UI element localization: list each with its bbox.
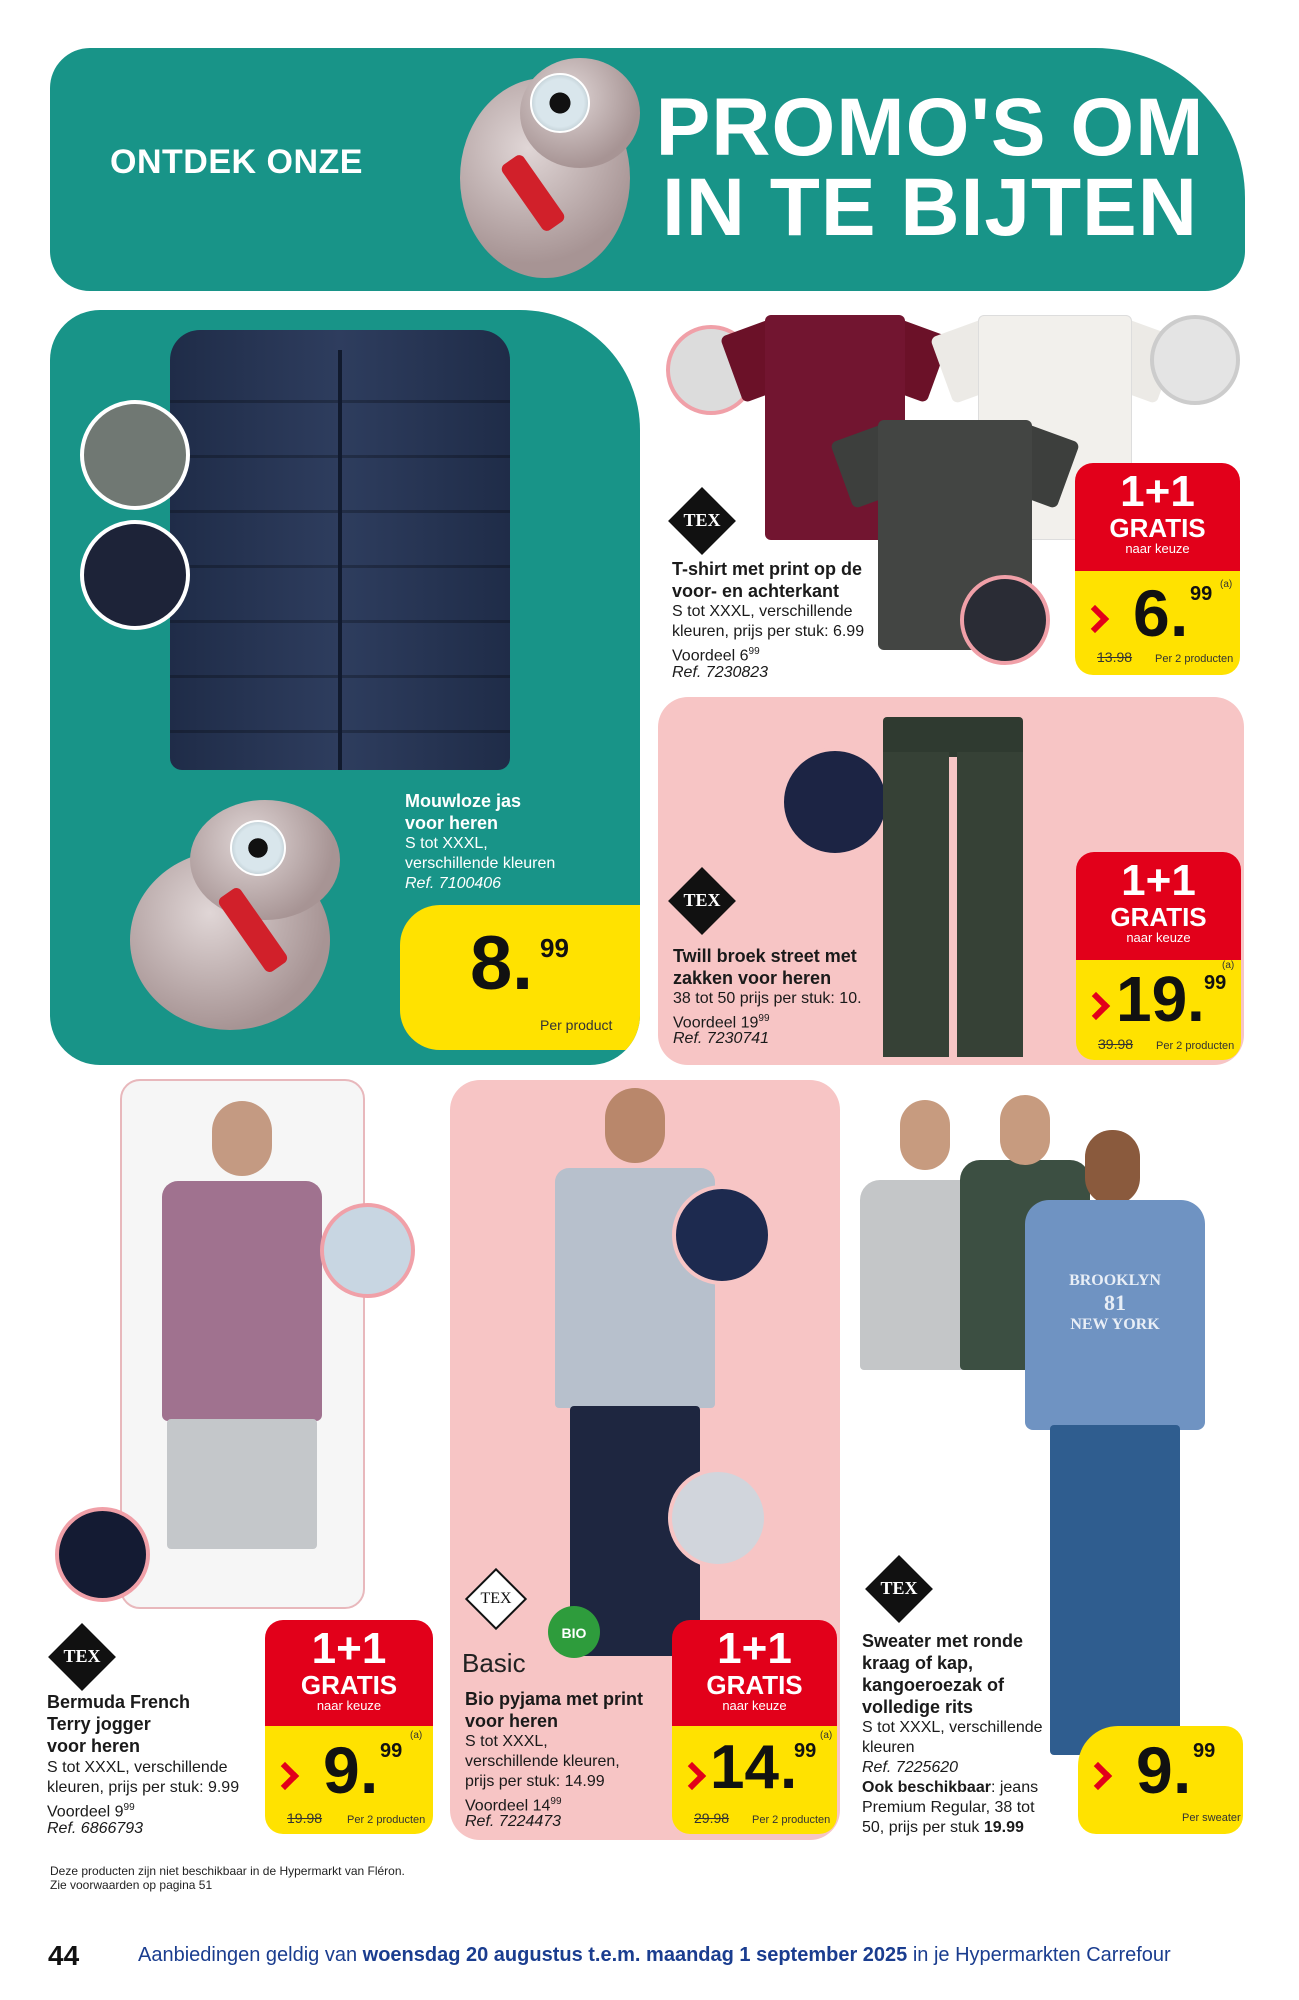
pyjama-photo: [535, 1088, 735, 1668]
footer-note: Deze producten zijn niet beschikbaar in de Hypermarkt van Fléron. Zie voorwaarden op pagina 51: [50, 1864, 405, 1892]
bermuda-block: TEX Bermuda French Terry jogger voor heren S tot XXXL, verschillende kleuren, prijs per stuk: 9.99 Voordeel $9^{99}$ Ref. 6866793 1+1 GRATIS naar keuze 9 . 99 (a) 19.98 Per 2 producten: [40, 1075, 440, 1845]
pyjama-promo-badge: 1+1 GRATIS naar keuze: [672, 1620, 837, 1728]
vest-title: Mouwloze jas voor heren: [405, 791, 522, 833]
swatch-pyjama-grey: [668, 1468, 768, 1568]
pyjama-ref: Ref. 7224473: [465, 1813, 562, 1830]
trousers-title: Twill broek street met zakken voor heren: [673, 946, 857, 988]
tshirt-promo-badge: 1+1 GRATIS naar keuze: [1075, 463, 1240, 573]
sweater-ref: Ref. 7225620: [862, 1759, 959, 1776]
tshirt-title: T-shirt met print op de voor- en achterkant: [672, 559, 863, 601]
bermuda-photo: [120, 1079, 365, 1609]
sweater-price-tag: 9 . 99 Per sweater: [1078, 1726, 1243, 1834]
vest-desc: S tot XXXL, verschillende kleuren: [405, 835, 556, 872]
trousers-panel: TEX Twill broek street met zakken voor heren 38 tot 50 prijs per stuk: 10. Voordeel $19^{99}$ Ref. 7230741 1+1 GRATIS naar keuze 19 . 99 (a) 39.98 Per 2 producten: [658, 697, 1244, 1065]
sweater-also-available: Ook beschikbaar: jeans Premium Regular, 38 tot 50, prijs per stuk 19.99: [862, 1779, 1039, 1836]
page-number: 44: [48, 1940, 80, 1971]
bio-label: BIO: [561, 1625, 587, 1641]
swatch-grey: [80, 400, 190, 510]
bermuda-ref: Ref. 6866793: [47, 1820, 144, 1837]
headline-line2: IN TE BIJTEN: [662, 162, 1198, 253]
monster-eye-icon: [230, 820, 286, 876]
basic-label: Basic: [462, 1648, 526, 1678]
headline-line1: PROMO'S OM: [655, 82, 1205, 173]
bermuda-price-tag: 9 . 99 (a) 19.98 Per 2 producten: [265, 1726, 433, 1834]
bermuda-title: Bermuda French Terry jogger voor heren: [47, 1692, 191, 1756]
pyjama-panel: TEX Basic BIO Bio pyjama met print voor heren S tot XXXL, verschillende kleuren, prijs per stuk: 14.99 Voordeel $14^{99}$ Ref. 7224473 1+1 GRATIS naar keuze 14 . 99 (a) 29.98 Per 2 producten: [450, 1080, 840, 1840]
sweater-desc: S tot XXXL, verschillende kleuren: [862, 1719, 1043, 1756]
swatch-light-blue: [320, 1203, 415, 1298]
banner-headline: [630, 82, 1230, 253]
vest-ref: Ref. 7100406: [405, 875, 502, 892]
vest-panel: [50, 310, 640, 1065]
bermuda-promo-badge: 1+1 GRATIS naar keuze: [265, 1620, 433, 1728]
tshirt-price-tag: 6 . 99 (a) 13.98 Per 2 producten: [1075, 571, 1240, 675]
trousers-price-tag: 19 . 99 (a) 39.98 Per 2 producten: [1076, 960, 1241, 1060]
monster-eye-icon: [530, 73, 590, 133]
validity-line: Aanbiedingen geldig van woensdag 20 augustus t.e.m. maandag 1 september 2025 in je Hypermarkten Carrefour: [138, 1944, 1171, 1966]
swatch-print-back: [1150, 315, 1240, 405]
pyjama-title: Bio pyjama met print voor heren: [465, 1689, 644, 1731]
vest-price-tag: 8 . 99 Per product: [400, 905, 640, 1050]
sweater-block: BROOKLYN 81 NEW YORK TEX Sweater met ronde kraag of kap, kangoeroezak of volledige rits S tot XXXL, verschillende kleuren Ref. 7225620 Ook beschikbaar: jeans Premium Regular, 38 tot 50, prijs per stuk 19.99 9 . 99 Per sweater: [850, 1080, 1250, 1850]
monster-mascot-small: [90, 780, 350, 1040]
tshirt-ref: Ref. 7230823: [672, 664, 769, 681]
trousers-promo-badge: 1+1 GRATIS naar keuze: [1076, 852, 1241, 962]
swatch-trousers-navy: [780, 747, 890, 857]
trousers-desc: 38 tot 50 prijs per stuk: 10. Voordeel $19^{99}$: [673, 990, 862, 1032]
pyjama-price-tag: 14 . 99 (a) 29.98 Per 2 producten: [672, 1726, 837, 1834]
vest-image: [170, 330, 510, 770]
swatch-navy: [80, 520, 190, 630]
bermuda-desc: S tot XXXL, verschillende kleuren, prijs per stuk: 9.99 Voordeel $9^{99}$: [47, 1759, 240, 1821]
trousers-image: [883, 717, 1023, 1057]
sweater-title: Sweater met ronde kraag of kap, kangoeroezak of volledige rits: [862, 1631, 1024, 1717]
promo-banner: [50, 48, 1245, 291]
sweater-print: BROOKLYN 81 NEW YORK: [1069, 1272, 1161, 1333]
trousers-ref: Ref. 7230741: [673, 1030, 770, 1047]
monster-mascot: [430, 58, 660, 288]
tshirt-block: TEX T-shirt met print op de voor- en achterkant S tot XXXL, verschillende kleuren, prijs per stuk: 6.99 Voordeel $6^{99}$ Ref. 7230823 1+1 GRATIS naar keuze 6 . 99 (a) 13.98 Per 2 producten: [660, 305, 1250, 685]
banner-intro: ONTDEK ONZE: [110, 143, 363, 181]
tshirt-desc: S tot XXXL, verschillende kleuren, prijs per stuk: 6.99 Voordeel $6^{99}$: [672, 603, 865, 665]
swatch-pyjama-navy: [672, 1185, 772, 1285]
swatch-print-cosmos: [960, 575, 1050, 665]
swatch-dark-navy: [55, 1507, 150, 1602]
pyjama-desc: S tot XXXL, verschillende kleuren, prijs per stuk: 14.99 Voordeel $14^{99}$: [465, 1733, 620, 1815]
